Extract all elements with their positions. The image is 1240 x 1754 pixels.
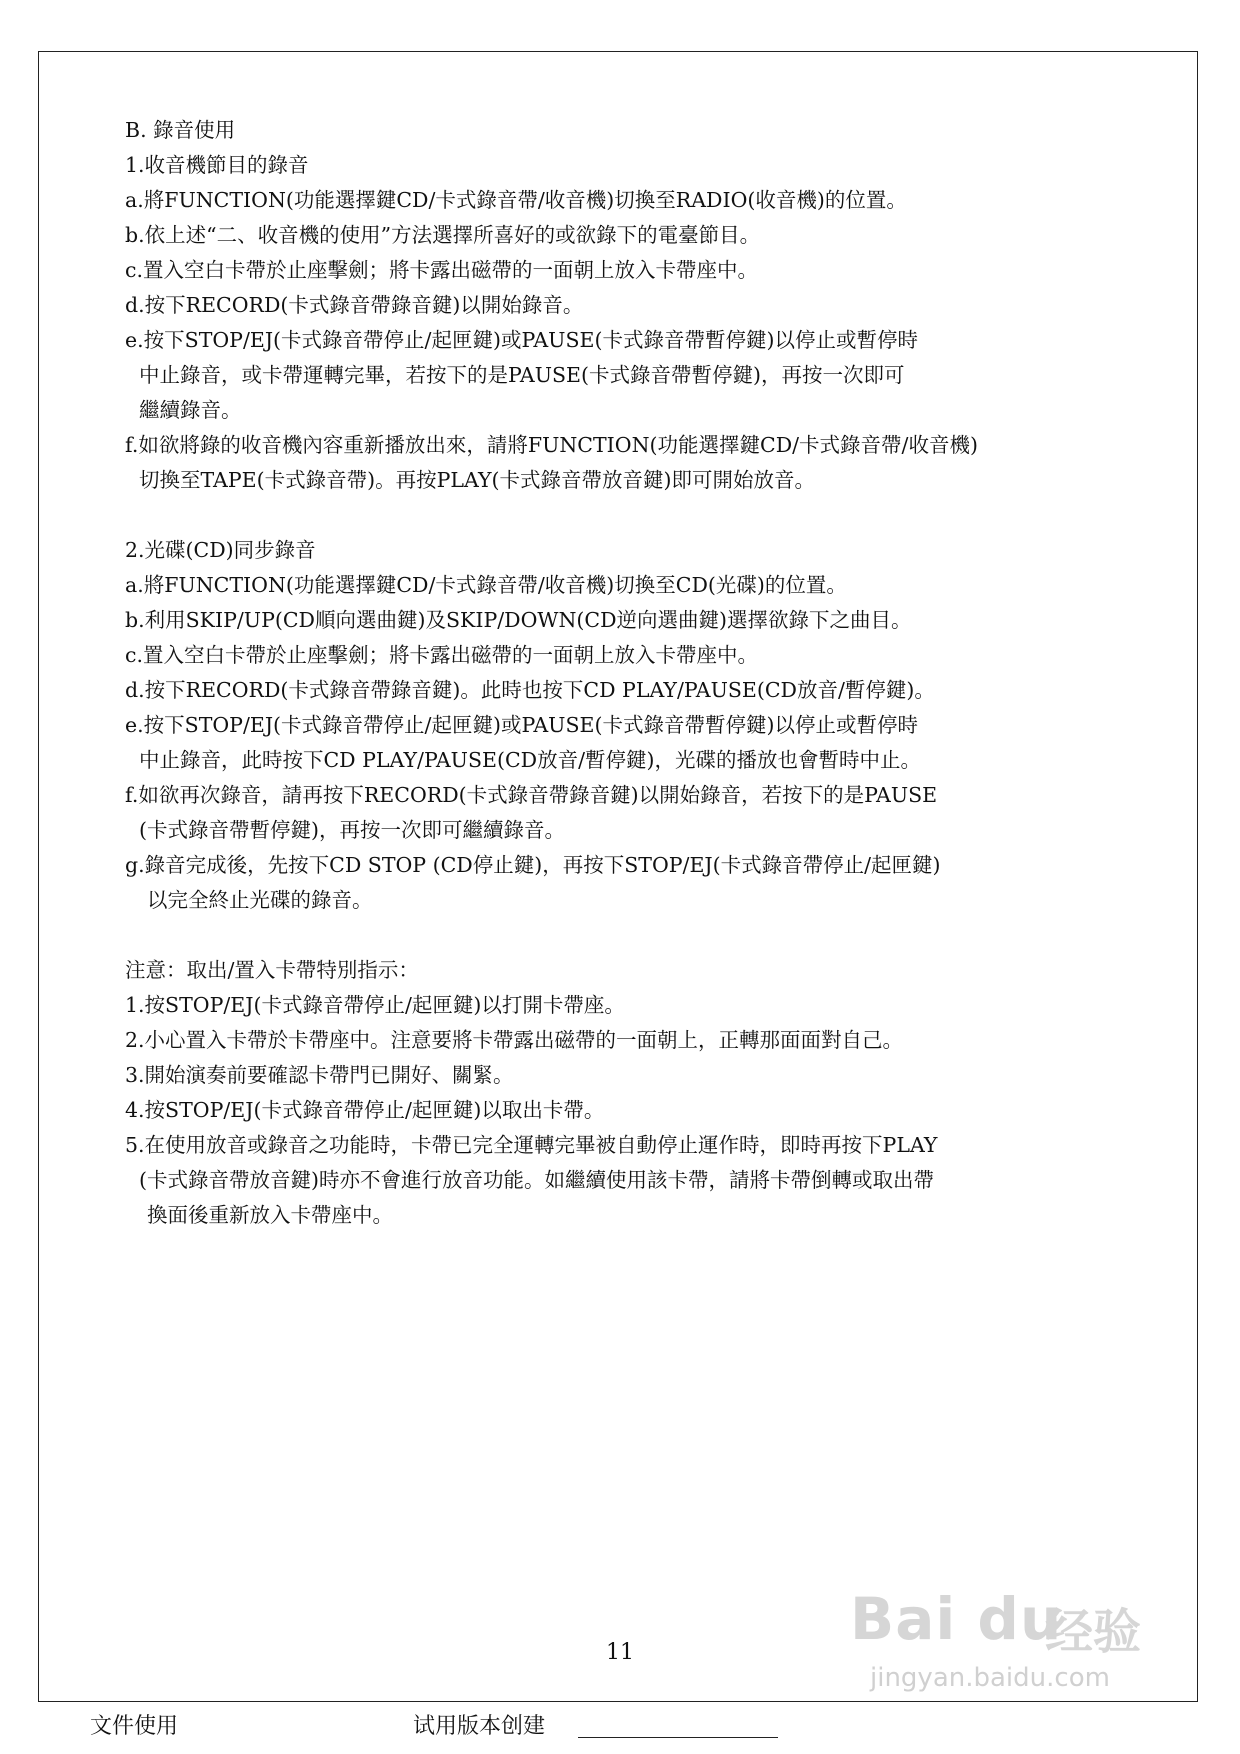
baidu-jingyan-watermark [840,1585,1160,1705]
part2-line-d: d.按下RECORD(卡式錄音帶錄音鍵)。此時也按下CD PLAY/PAUSE(CD放音/暫停鍵)。 [125,678,935,702]
part1-line-c: c.置入空白卡帶於止座擊劍；將卡露出磁帶的一面朝上放入卡帶座中。 [125,258,758,282]
footer-left-text: 文件使用 [90,1714,179,1739]
spacer [125,918,1125,953]
part2-heading: 2.光碟(CD)同步錄音 [125,538,316,562]
part2-line-e-cont: 中止錄音，此時按下CD PLAY/PAUSE(CD放音/暫停鍵)，光碟的播放也會暫時中止。 [139,748,921,772]
part2-line-a: a.將FUNCTION(功能選擇鍵CD/卡式錄音帶/收音機)切換至CD(光碟)的位置。 [125,573,847,597]
spacer [125,498,1125,533]
footer-right-text: 试用版本创建 [413,1714,546,1739]
part1-line-e-cont1: 中止錄音，或卡帶運轉完畢，若按下的是PAUSE(卡式錄音帶暫停鍵)，再按一次即可 [139,363,905,387]
note-5-cont1: (卡式錄音帶放音鍵)時亦不會進行放音功能。如繼續使用該卡帶，請將卡帶倒轉或取出帶 [139,1168,934,1192]
document-body [125,113,1125,1233]
part1-line-f: f.如欲將錄的收音機內容重新播放出來，請將FUNCTION(功能選擇鍵CD/卡式錄音帶/收音機) [125,433,978,457]
part2-line-g: g.錄音完成後，先按下CD STOP (CD停止鍵)，再按下STOP/EJ(卡式錄音帶停止/起匣鍵) [125,853,941,877]
part1-line-e-cont2: 繼續錄音。 [139,398,242,422]
part2-line-c: c.置入空白卡帶於止座擊劍；將卡露出磁帶的一面朝上放入卡帶座中。 [125,643,758,667]
watermark-chinese: 经验 [1045,1604,1142,1660]
watermark-logo: Bai du [850,1585,1063,1653]
part1-line-a: a.將FUNCTION(功能選擇鍵CD/卡式錄音帶/收音機)切換至RADIO(收音機)的位置。 [125,188,907,212]
note-1: 1.按STOP/EJ(卡式錄音帶停止/起匣鍵)以打開卡帶座。 [125,993,625,1017]
note-5: 5.在使用放音或錄音之功能時，卡帶已完全運轉完畢被自動停止運作時，即時再按下PLAY [125,1133,938,1157]
footer-underline [578,1737,778,1738]
part2-line-b: b.利用SKIP/UP(CD順向選曲鍵)及SKIP/DOWN(CD逆向選曲鍵)選擇欲錄下之曲目。 [125,608,912,632]
notes-heading: 注意：取出/置入卡帶特別指示： [125,958,419,982]
note-2: 2.小心置入卡帶於卡帶座中。注意要將卡帶露出磁帶的一面朝上，正轉那面面對自己。 [125,1028,904,1052]
part1-heading: 1.收音機節目的錄音 [125,153,309,177]
page-number: 11 [606,1640,634,1665]
section-title: B. 錄音使用 [125,118,236,142]
note-5-cont2: 換面後重新放入卡帶座中。 [147,1203,393,1227]
note-3: 3.開始演奏前要確認卡帶門已開好、關緊。 [125,1063,514,1087]
part2-line-f: f.如欲再次錄音，請再按下RECORD(卡式錄音帶錄音鍵)以開始錄音，若按下的是PAUSE [125,783,938,807]
watermark-url: jingyan.baidu.com [870,1663,1110,1693]
part2-line-g-cont: 以完全終止光碟的錄音。 [147,888,373,912]
part1-line-b: b.依上述“二、收音機的使用”方法選擇所喜好的或欲錄下的電臺節目。 [125,223,761,247]
part2-line-f-cont: (卡式錄音帶暫停鍵)，再按一次即可繼續錄音。 [139,818,565,842]
note-4: 4.按STOP/EJ(卡式錄音帶停止/起匣鍵)以取出卡帶。 [125,1098,605,1122]
part1-line-d: d.按下RECORD(卡式錄音帶錄音鍵)以開始錄音。 [125,293,584,317]
part1-line-f-cont: 切換至TAPE(卡式錄音帶)。再按PLAY(卡式錄音帶放音鍵)即可開始放音。 [139,468,816,492]
part1-line-e: e.按下STOP/EJ(卡式錄音帶停止/起匣鍵)或PAUSE(卡式錄音帶暫停鍵)以停止或暫停時 [125,328,918,352]
part2-line-e: e.按下STOP/EJ(卡式錄音帶停止/起匣鍵)或PAUSE(卡式錄音帶暫停鍵)以停止或暫停時 [125,713,918,737]
